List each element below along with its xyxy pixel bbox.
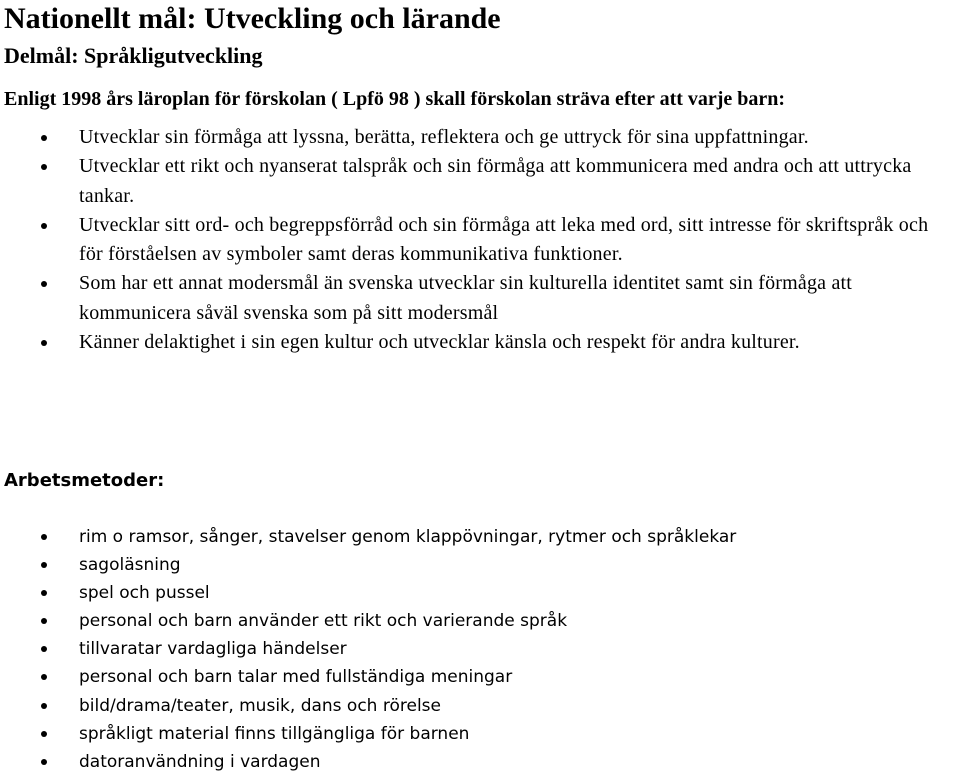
- list-item: [0, 635, 736, 663]
- list-item: [0, 663, 736, 691]
- list-item: [0, 123, 956, 152]
- bullet-dot-icon: [41, 731, 47, 737]
- bullet-dot-icon: [41, 562, 47, 568]
- goal-text: Utvecklar sitt ord- och begreppsförråd och sin förmåga att leka med ord, sitt intresse för skriftspråk och för förståelsen av symboler samt deras kommunikativa funktioner.: [79, 213, 929, 266]
- bullet-dot-icon: [41, 223, 47, 229]
- intro-text: Enligt 1998 års läroplan för förskolan ( Lpfö 98 ) skall förskolan sträva efter att varje barn:: [4, 88, 786, 110]
- bullet-dot-icon: [41, 164, 47, 170]
- bullet-dot-icon: [41, 618, 47, 624]
- bullet-dot-icon: [41, 281, 47, 287]
- goal-text: Utvecklar ett rikt och nyanserat talspråk och sin förmåga att kommunicera med andra och att uttrycka tankar.: [79, 155, 912, 207]
- page-title: Nationellt mål: Utveckling och lärande: [4, 2, 501, 35]
- bullet-dot-icon: [41, 534, 47, 540]
- goals-list: [0, 123, 956, 357]
- bullet-dot-icon: [41, 590, 47, 596]
- list-item: [0, 269, 956, 328]
- goal-text: Utvecklar sin förmåga att lyssna, berätta, reflektera och ge uttryck för sina uppfattningar.: [79, 126, 809, 148]
- method-text: personal och barn talar med fullständiga meningar: [79, 667, 513, 688]
- list-item: [0, 152, 956, 211]
- bullet-dot-icon: [41, 135, 47, 141]
- method-text: språkligt material finns tillgängliga för barnen: [79, 723, 470, 744]
- list-item: [0, 211, 956, 270]
- list-item: [0, 748, 736, 776]
- list-item: [0, 328, 956, 357]
- list-item: [0, 607, 736, 635]
- list-item: [0, 551, 736, 579]
- bullet-dot-icon: [41, 759, 47, 765]
- method-text: sagoläsning: [79, 555, 181, 576]
- method-text: tillvaratar vardagliga händelser: [79, 639, 347, 660]
- method-text: datoranvändning i vardagen: [79, 751, 321, 772]
- bullet-dot-icon: [41, 340, 47, 346]
- methods-heading: Arbetsmetoder:: [4, 470, 165, 491]
- method-text: bild/drama/teater, musik, dans och rörelse: [79, 695, 441, 716]
- bullet-dot-icon: [41, 674, 47, 680]
- method-text: spel och pussel: [79, 583, 210, 604]
- list-item: [0, 523, 736, 551]
- goal-text: Känner delaktighet i sin egen kultur och utvecklar känsla och respekt för andra kulturer.: [79, 331, 800, 354]
- methods-list: [0, 523, 736, 776]
- method-text: rim o ramsor, sånger, stavelser genom klappövningar, rytmer och språklekar: [79, 527, 737, 547]
- bullet-dot-icon: [41, 703, 47, 709]
- method-text: personal och barn använder ett rikt och varierande språk: [79, 611, 568, 632]
- list-item: [0, 692, 736, 720]
- bullet-dot-icon: [41, 646, 47, 652]
- list-item: [0, 579, 736, 607]
- page-subtitle: Delmål: Språkligutveckling: [4, 43, 263, 68]
- list-item: [0, 720, 736, 748]
- goal-text: Som har ett annat modersmål än svenska utvecklar sin kulturella identitet samt sin förmåga att kommunicera såväl svenska som på sitt modersmål: [79, 272, 853, 324]
